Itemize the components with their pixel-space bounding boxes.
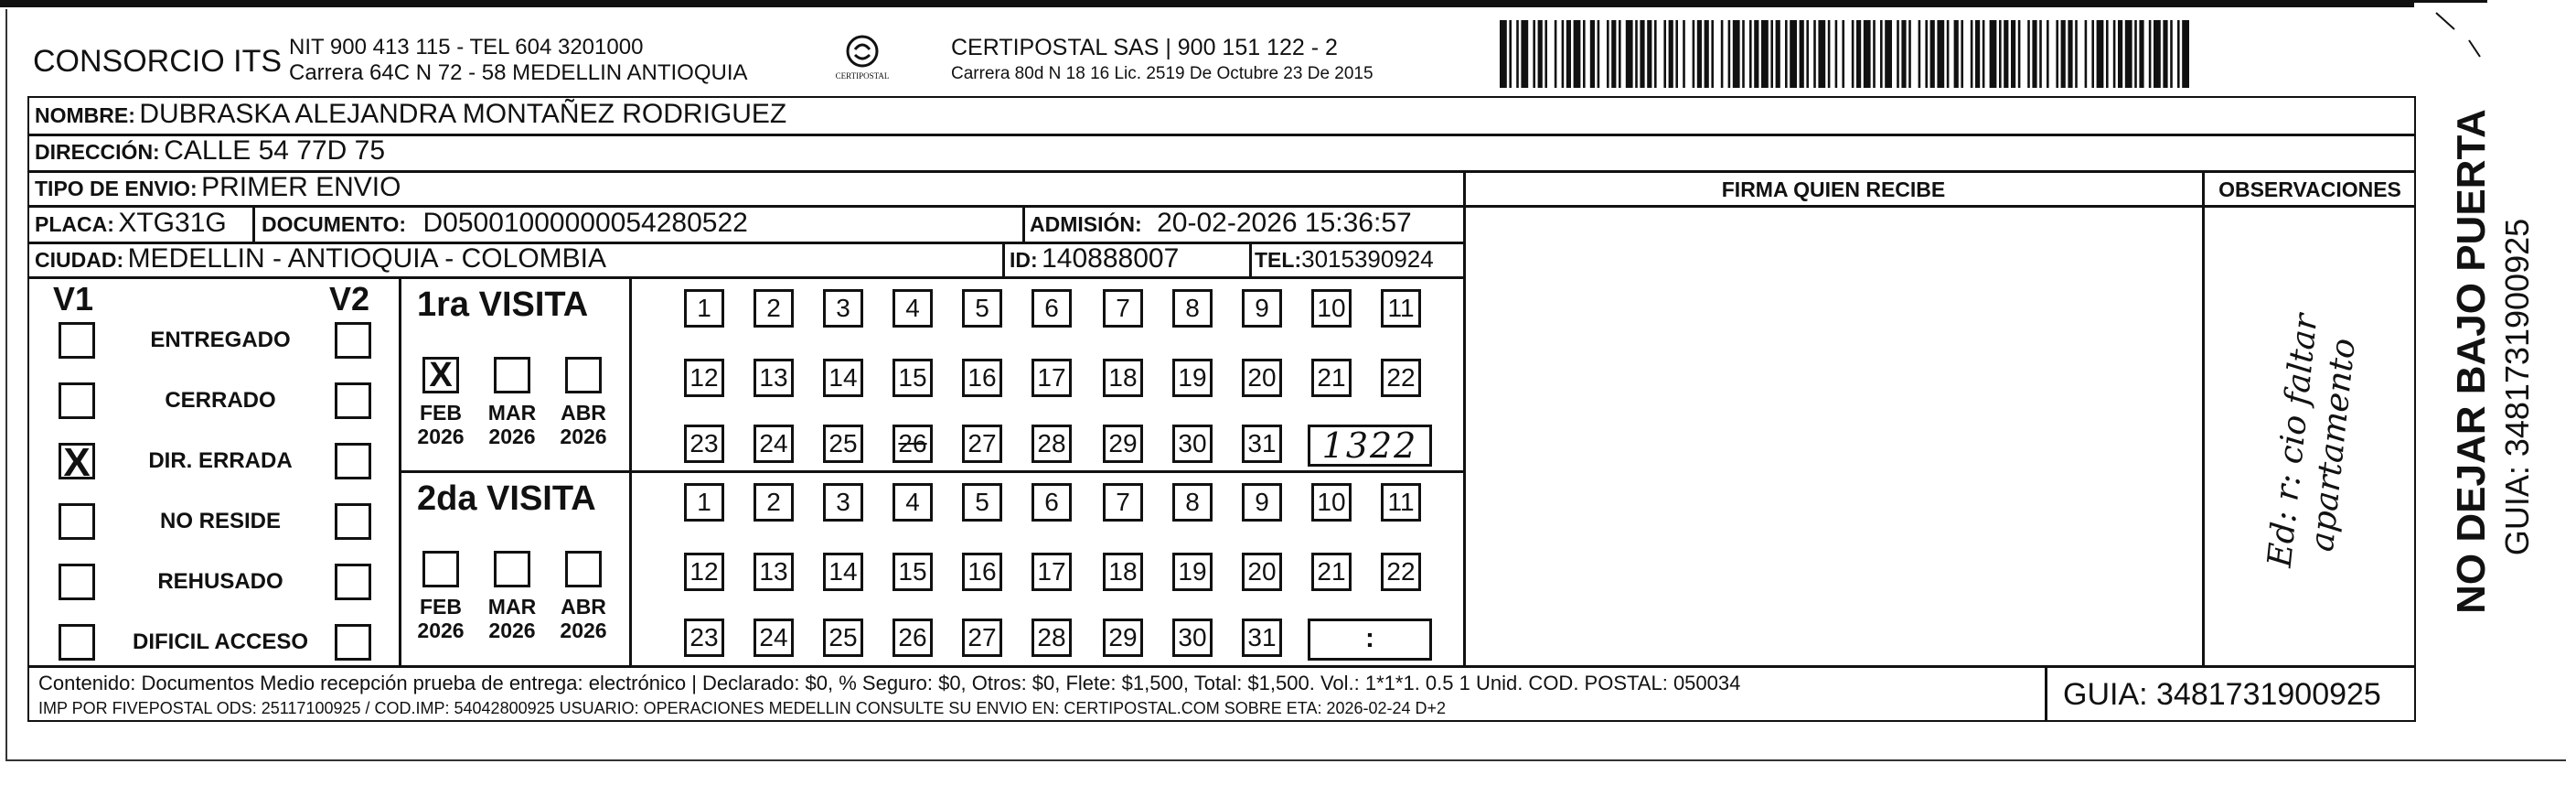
- barcode-bar: [1897, 20, 1899, 88]
- day-box[interactable]: 9: [1242, 289, 1282, 328]
- barcode-bar: [1721, 20, 1724, 88]
- barcode-bar: [2163, 20, 2167, 88]
- day-box[interactable]: 16: [962, 553, 1002, 591]
- v1-checkbox[interactable]: [59, 564, 95, 600]
- placa-label: PLACA:: [35, 212, 114, 236]
- barcode-bar: [1749, 20, 1752, 88]
- logo-text: CERTIPOSTAL: [835, 71, 890, 81]
- month-year: 2026: [560, 619, 607, 643]
- barcode-bar: [2068, 20, 2072, 88]
- day-box[interactable]: 31: [1242, 425, 1282, 463]
- v1-label: V1: [53, 280, 94, 317]
- month-label: [484, 401, 540, 449]
- barcode-bar: [1728, 20, 1731, 88]
- barcode-bar: [1697, 20, 1702, 88]
- barcode-bar: [1901, 20, 1906, 88]
- day-box[interactable]: 27: [962, 425, 1002, 463]
- barcode-bar: [1647, 20, 1651, 88]
- barcode-bar: [1500, 20, 1507, 88]
- barcode-bar: [1598, 20, 1600, 88]
- id-divider: [1002, 243, 1005, 276]
- month-year: 2026: [417, 425, 465, 449]
- v1-checkbox[interactable]: [59, 440, 95, 485]
- barcode-bar: [1654, 20, 1657, 88]
- second-visit-label: 2da VISITA: [417, 479, 596, 518]
- row-divider-7: [27, 665, 2416, 668]
- day-box[interactable]: 22: [1381, 359, 1421, 397]
- barcode-bar: [1521, 20, 1528, 88]
- month-checkbox[interactable]: [422, 551, 459, 587]
- tel-label: TEL:: [1255, 248, 1302, 272]
- barcode-bar: [2039, 20, 2042, 88]
- barcode-bar: [1675, 20, 1678, 88]
- documento-value: D05001000000054280522: [422, 208, 748, 238]
- barcode-bar: [2047, 20, 2049, 88]
- barcode-bar: [2027, 20, 2030, 88]
- day-box[interactable]: 26: [893, 619, 933, 657]
- v1-checkbox[interactable]: [59, 503, 95, 540]
- day-box[interactable]: 19: [1172, 553, 1213, 591]
- barcode-bar: [2106, 20, 2109, 88]
- side-line-2: GUIA: 3481731900925: [2498, 218, 2536, 556]
- first-visit-time-box[interactable]: [1308, 425, 1432, 467]
- barcode-bar: [1566, 20, 1571, 88]
- barcode-bar: [1562, 20, 1565, 88]
- barcode-bar: [2056, 20, 2058, 88]
- barcode-bar: [1509, 20, 1512, 88]
- top-edge-right: [2414, 0, 2487, 3]
- barcode-bar: [1683, 20, 1685, 88]
- placa-divider: [252, 207, 255, 242]
- month-name: MAR: [487, 595, 537, 619]
- firma-label: FIRMA QUIEN RECIBE: [1721, 178, 1946, 201]
- barcode-bar: [1971, 20, 1973, 88]
- barcode-bar: [1908, 20, 1911, 88]
- day-box[interactable]: 28: [1031, 425, 1072, 463]
- barcode-bar: [1640, 20, 1644, 88]
- day-box[interactable]: 29: [1103, 425, 1143, 463]
- barcode-bar: [1754, 20, 1758, 88]
- v2-checkbox[interactable]: [335, 443, 371, 479]
- barcode-bar: [2118, 20, 2122, 88]
- day-box[interactable]: 14: [823, 359, 863, 397]
- status-option-label: ENTREGADO: [150, 328, 291, 352]
- barcode-bar: [2097, 20, 2104, 88]
- barcode-bar: [1590, 20, 1595, 88]
- ciudad-label: CIUDAD:: [35, 248, 124, 272]
- barcode-bar: [1705, 20, 1709, 88]
- day-box[interactable]: 23: [684, 619, 724, 657]
- tel-divider: [1249, 243, 1252, 276]
- tipo-envio-label: TIPO DE ENVIO:: [35, 177, 198, 200]
- day-box[interactable]: 2: [754, 289, 794, 328]
- visit-split: [399, 470, 1463, 473]
- tel-value: 3015390924: [1301, 245, 1434, 273]
- barcode-bar: [1947, 20, 1950, 88]
- side-line-1: NO DEJAR BAJO PUERTA: [2449, 109, 2494, 614]
- day-box[interactable]: 25: [823, 619, 863, 657]
- certipostal-line-2: Carrera 80d N 18 16 Lic. 2519 De Octubre 23 De 2015: [951, 64, 1374, 83]
- barcode-bar: [1975, 20, 1980, 88]
- admision-field: [1030, 208, 1412, 239]
- barcode-bar: [1733, 20, 1740, 88]
- barcode-bar: [1790, 20, 1797, 88]
- day-box[interactable]: 23: [684, 425, 724, 463]
- day-box[interactable]: 10: [1311, 483, 1352, 522]
- admision-value: 20-02-2026 15:36:57: [1157, 208, 1412, 238]
- day-box[interactable]: 8: [1172, 483, 1213, 522]
- barcode-bar: [2125, 20, 2132, 88]
- status-option-label: REHUSADO: [157, 569, 283, 594]
- barcode-bar: [2032, 20, 2036, 88]
- day-box[interactable]: 14: [823, 553, 863, 591]
- v2-label: V2: [329, 280, 370, 317]
- v2-checkbox[interactable]: [335, 503, 371, 540]
- certipostal-line-1: CERTIPOSTAL SAS | 900 151 122 - 2: [951, 35, 1338, 60]
- day-box[interactable]: 31: [1242, 619, 1282, 657]
- barcode-bar: [1607, 20, 1609, 88]
- barcode-bar: [1761, 20, 1769, 88]
- placa-value: XTG31G: [118, 208, 227, 238]
- barcode-bar: [1983, 20, 1985, 88]
- day-box[interactable]: 9: [1242, 483, 1282, 522]
- barcode-bar: [2139, 20, 2143, 88]
- month-name: FEB: [420, 595, 462, 619]
- day-box[interactable]: 13: [754, 553, 794, 591]
- footer-line-1: Contenido: Documentos Medio recepción prueba de entrega: electrónico | Declarado: $0, % Seguro: $0, Otros: $0, Flete: $1,500, Total: $1,500. Vol.: 1*1*1. 0.5 1 Unid. COD. POSTAL: 050034: [38, 672, 1741, 694]
- nombre-field: [35, 99, 786, 130]
- day-box[interactable]: 15: [893, 359, 933, 397]
- documento-label: DOCUMENTO:: [262, 212, 407, 236]
- footer-guia: GUIA: 3481731900925: [2063, 677, 2381, 712]
- top-edge: [0, 0, 2414, 7]
- month-label: [555, 595, 612, 643]
- observation-handwritten-text: Ed: r: cio faltar apartamento: [2261, 312, 2363, 569]
- direccion-field: [35, 135, 385, 167]
- day-box[interactable]: 11: [1381, 483, 1421, 522]
- barcode-bar: [2134, 20, 2137, 88]
- company-name: CONSORCIO ITS: [33, 44, 283, 79]
- status-option-label: DIFICIL ACCESO: [132, 629, 308, 654]
- barcode-bar: [1742, 20, 1745, 88]
- day-box[interactable]: 1: [684, 483, 724, 522]
- v2-checkbox[interactable]: [335, 382, 371, 419]
- day-box[interactable]: 5: [962, 483, 1002, 522]
- month-label: [412, 595, 469, 643]
- barcode-bar: [1856, 20, 1861, 88]
- barcode-bar: [2085, 20, 2088, 88]
- barcode-bar: [2113, 20, 2116, 88]
- company-line-1: NIT 900 413 115 - TEL 604 3201000: [289, 35, 644, 59]
- month-name: ABR: [561, 595, 606, 619]
- day-box[interactable]: 25: [823, 425, 863, 463]
- day-box[interactable]: 10: [1311, 289, 1352, 328]
- month-year: 2026: [560, 425, 607, 449]
- barcode-bar: [2154, 20, 2161, 88]
- day-box[interactable]: 18: [1103, 359, 1143, 397]
- month-name: MAR: [487, 401, 537, 425]
- day-box[interactable]: 6: [1031, 289, 1072, 328]
- barcode-bar: [1555, 20, 1557, 88]
- month-checkbox[interactable]: [565, 357, 602, 393]
- barcode-bar: [1806, 20, 1809, 88]
- barcode-bar: [1785, 20, 1788, 88]
- barcode-bar: [2075, 20, 2078, 88]
- barcode-bar: [1990, 20, 1997, 88]
- day-box[interactable]: 22: [1381, 553, 1421, 591]
- guia-footer-divider: [2045, 665, 2047, 722]
- id-label: ID:: [1010, 248, 1038, 272]
- day-box[interactable]: 30: [1172, 619, 1213, 657]
- day-box[interactable]: 20: [1242, 359, 1282, 397]
- day-box[interactable]: 17: [1031, 553, 1072, 591]
- barcode-bar: [1813, 20, 1816, 88]
- barcode-bar: [1663, 20, 1666, 88]
- v1-check-mark: X: [63, 440, 91, 485]
- barcode-bar: [1770, 20, 1773, 88]
- barcode: [1500, 20, 2195, 88]
- barcode-bar: [1954, 20, 1959, 88]
- obs-left-border: [2202, 170, 2205, 665]
- month-name: ABR: [561, 401, 606, 425]
- day-box[interactable]: 18: [1103, 553, 1143, 591]
- corner-mark: [2432, 9, 2487, 64]
- barcode-bar: [2177, 20, 2180, 88]
- barcode-bar: [2004, 20, 2008, 88]
- day-box[interactable]: 5: [962, 289, 1002, 328]
- barcode-bar: [2091, 20, 2094, 88]
- side-text: [2421, 109, 2536, 640]
- v1-checkbox[interactable]: [59, 322, 95, 359]
- day-box[interactable]: 24: [754, 425, 794, 463]
- month-checkbox[interactable]: [494, 551, 530, 587]
- id-value: 140888007: [1042, 243, 1180, 274]
- month-year: 2026: [488, 619, 536, 643]
- left-frame-line: [5, 9, 7, 759]
- day-box[interactable]: 20: [1242, 553, 1282, 591]
- nombre-label: NOMBRE:: [35, 103, 135, 127]
- month-label: [484, 595, 540, 643]
- day-box[interactable]: 21: [1311, 359, 1352, 397]
- month-label: [555, 401, 612, 449]
- day-box[interactable]: 19: [1172, 359, 1213, 397]
- barcode-bar: [2170, 20, 2173, 88]
- ciudad-value: MEDELLIN - ANTIOQUIA - COLOMBIA: [127, 243, 606, 274]
- barcode-bar: [1999, 20, 2002, 88]
- row-divider-1: [27, 134, 2416, 136]
- observation-handwritten: [2213, 220, 2414, 650]
- barcode-bar: [1842, 20, 1844, 88]
- day-box[interactable]: 29: [1103, 619, 1143, 657]
- day-box[interactable]: 1: [684, 289, 724, 328]
- day-box[interactable]: 28: [1031, 619, 1072, 657]
- barcode-bar: [1880, 20, 1883, 88]
- barcode-bar: [2182, 20, 2189, 88]
- status-option-label: DIR. ERRADA: [148, 448, 293, 473]
- direccion-label: DIRECCIÓN:: [35, 140, 160, 164]
- certipostal-logo: [830, 31, 894, 90]
- barcode-bar: [1776, 20, 1780, 88]
- month-label: [412, 401, 469, 449]
- barcode-bar: [1800, 20, 1804, 88]
- day-box[interactable]: 4: [893, 483, 933, 522]
- day-box[interactable]: 21: [1311, 553, 1352, 591]
- barcode-bar: [1626, 20, 1633, 88]
- v2-checkbox[interactable]: [335, 564, 371, 600]
- day-box[interactable]: 13: [754, 359, 794, 397]
- second-visit-time-colon: :: [1365, 623, 1374, 653]
- tipo-envio-value: PRIMER ENVIO: [201, 172, 401, 202]
- row-divider-5: [27, 276, 1463, 279]
- observaciones-label: OBSERVACIONES: [2218, 178, 2401, 201]
- footer-line-2: IMP POR FIVEPOSTAL ODS: 25117100925 / COD.IMP: 54042800925 USUARIO: OPERACIONES MEDELLIN CONSULTE SU ENVIO EN: CERTIPOSTAL.COM SOBRE ETA: 2026-02-24 D+2: [38, 699, 1447, 717]
- second-visit-time-box[interactable]: [1308, 619, 1432, 661]
- day-box[interactable]: 12: [684, 553, 724, 591]
- barcode-bar: [1669, 20, 1673, 88]
- barcode-bar: [1961, 20, 1963, 88]
- day-box[interactable]: 3: [823, 289, 863, 328]
- first-visit-label: 1ra VISITA: [417, 285, 589, 324]
- month-year: 2026: [417, 619, 465, 643]
- documento-field: [262, 208, 748, 239]
- barcode-bar: [1635, 20, 1638, 88]
- tipo-envio-field: [35, 172, 401, 203]
- barcode-bar: [2011, 20, 2015, 88]
- day-box[interactable]: 2: [754, 483, 794, 522]
- direccion-value: CALLE 54 77D 75: [164, 135, 386, 166]
- id-field: [1010, 243, 1179, 274]
- barcode-bar: [1852, 20, 1855, 88]
- barcode-bar: [1619, 20, 1621, 88]
- barcode-bar: [1930, 20, 1935, 88]
- month-checkbox[interactable]: [494, 357, 530, 393]
- v2-checkbox[interactable]: [335, 624, 371, 661]
- v2-checkbox[interactable]: [335, 322, 371, 359]
- barcode-bar: [2149, 20, 2152, 88]
- barcode-bar: [1611, 20, 1616, 88]
- barcode-bar: [1925, 20, 1928, 88]
- barcode-bar: [1574, 20, 1581, 88]
- month-name: FEB: [420, 401, 462, 425]
- barcode-bar: [1516, 20, 1519, 88]
- barcode-bar: [1873, 20, 1876, 88]
- day-box[interactable]: 16: [962, 359, 1002, 397]
- day-box[interactable]: 30: [1172, 425, 1213, 463]
- month-year: 2026: [488, 425, 536, 449]
- barcode-bar: [1693, 20, 1695, 88]
- barcode-bar: [1835, 20, 1838, 88]
- status-option-label: NO RESIDE: [159, 509, 282, 533]
- barcode-bar: [1828, 20, 1831, 88]
- status-option-label: CERRADO: [165, 388, 276, 413]
- v1-checkbox[interactable]: [59, 382, 95, 419]
- month-checkbox[interactable]: X: [422, 357, 459, 393]
- v1-checkbox[interactable]: [59, 624, 95, 661]
- admision-divider: [1022, 207, 1025, 242]
- day-box[interactable]: 17: [1031, 359, 1072, 397]
- day-box[interactable]: 7: [1103, 289, 1143, 328]
- month-checkbox[interactable]: [565, 551, 602, 587]
- day-box[interactable]: 7: [1103, 483, 1143, 522]
- placa-field: [35, 208, 227, 239]
- nombre-value: DUBRASKA ALEJANDRA MONTAÑEZ RODRIGUEZ: [139, 99, 787, 129]
- barcode-bar: [1885, 20, 1892, 88]
- day-box[interactable]: 12: [684, 359, 724, 397]
- first-visit-time-handwritten: 1322: [1321, 425, 1418, 466]
- barcode-bar: [1538, 20, 1543, 88]
- day-box[interactable]: 27: [962, 619, 1002, 657]
- day-box[interactable]: 6: [1031, 483, 1072, 522]
- barcode-bar: [1711, 20, 1714, 88]
- barcode-bar: [1919, 20, 1921, 88]
- header-right-divider: [1463, 205, 2416, 208]
- admision-label: ADMISIÓN:: [1030, 212, 1142, 236]
- day-box[interactable]: 4: [893, 289, 933, 328]
- barcode-bar: [1818, 20, 1825, 88]
- company-line-2: Carrera 64C N 72 - 58 MEDELLIN ANTIOQUIA: [289, 60, 748, 85]
- day-box[interactable]: 26: [893, 425, 933, 463]
- day-box[interactable]: 11: [1381, 289, 1421, 328]
- day-box[interactable]: 3: [823, 483, 863, 522]
- firma-left-border: [1463, 170, 1466, 665]
- day-box[interactable]: 24: [754, 619, 794, 657]
- tel-field: [1255, 245, 1434, 274]
- barcode-bar: [1545, 20, 1547, 88]
- day-box[interactable]: 8: [1172, 289, 1213, 328]
- barcode-bar: [2018, 20, 2021, 88]
- barcode-bar: [1533, 20, 1535, 88]
- bottom-frame-line: [5, 759, 2566, 761]
- barcode-bar: [1937, 20, 1944, 88]
- barcode-bar: [1583, 20, 1586, 88]
- ciudad-field: [35, 243, 606, 274]
- barcode-bar: [1864, 20, 1871, 88]
- day-box[interactable]: 15: [893, 553, 933, 591]
- barcode-bar: [2061, 20, 2066, 88]
